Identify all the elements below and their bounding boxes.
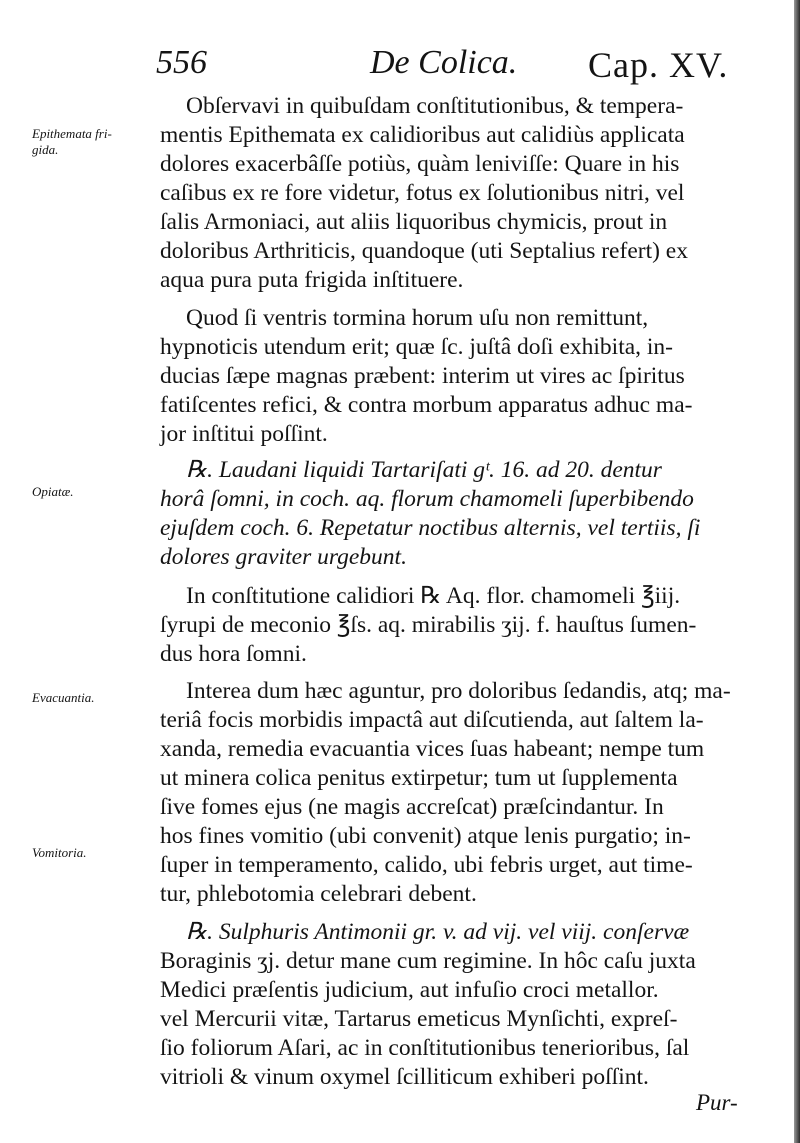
text-line: caſibus ex re fore videtur, fotus ex ſolutionibus nitri, vel [160,180,685,206]
running-header [0,40,800,100]
text-line: fatiſcentes refici, & contra morbum apparatus adhuc ma- [160,392,693,418]
text-line: xanda, remedia evacuantia vices ſuas habeant; nempe tum [160,736,705,762]
text-line: aqua pura puta frigida inſtituere. [160,267,464,293]
page-gutter-shadow [794,0,800,1143]
text-line: doloribus Arthriticis, quandoque (uti Septalius refert) ex [160,238,688,264]
page-number: 556 [156,44,207,81]
recipe-line: dolores graviter urgebunt. [160,544,407,570]
text-line: vel Mercurii vitæ, Tartarus emeticus Mynſichti, expreſ- [160,1006,678,1032]
margin-note-epithemata: Epithemata fri- [32,126,112,141]
text-line: ducias ſæpe magnas præbent: interim ut vires ac ſpiritus [160,363,685,389]
margin-note-epithemata-cont: gida. [32,142,59,157]
text-line: dolores exacerbâſſe potiùs, quàm leniviſſe: Quare in his [160,151,680,177]
text-line: hos fines vomitio (ubi convenit) atque lenis purgatio; in- [160,823,691,849]
text-line: tur, phlebotomia celebrari debent. [160,881,477,907]
recipe-line: ℞. Sulphuris Antimonii gr. v. ad vij. vel viij. conſervæ [186,919,690,945]
text-line: In conſtitutione calidiori ℞ Aq. flor. chamomeli ℥iij. [186,583,681,609]
text-line: jor inſtitui poſſint. [160,421,328,447]
text-line: ſive fomes ejus (ne magis accreſcat) præſcindantur. In [160,794,664,820]
text-line: Boraginis ʒj. detur mane cum regimine. In hôc caſu juxta [160,948,696,974]
recipe-line: ℞. Laudani liquidi Tartariſati gᵗ. 16. ad 20. dentur [186,457,662,483]
catchword: Pur- [696,1090,738,1115]
text-line: ſuper in temperamento, calido, ubi febris urget, aut time- [160,852,693,878]
text-line: ut minera colica penitus extirpetur; tum ut ſupplementa [160,765,678,791]
text-line: Quod ſi ventris tormina horum uſu non remittunt, [186,305,649,331]
margin-note-opiatae: Opiatæ. [32,484,74,499]
recipe-line: horâ ſomni, in coch. aq. florum chamomeli ſuperbibendo [160,486,694,512]
text-line: ſio foliorum Aſari, ac in conſtitutionibus tenerioribus, ſal [160,1035,690,1061]
running-title: De Colica. [370,44,518,81]
text-line: hypnoticis utendum erit; quæ ſc. juſtâ doſi exhibita, in- [160,334,674,360]
text-line: mentis Epithemata ex calidioribus aut calidiùs applicata [160,122,685,148]
text-line: vitrioli & vinum oxymel ſcilliticum exhiberi poſſint. [160,1064,649,1090]
text-line: Interea dum hæc aguntur, pro doloribus ſedandis, atq; ma- [186,678,731,704]
text-line: ſyrupi de meconio ℥ſs. aq. mirabilis ʒij. f. hauſtus ſumen- [160,612,697,638]
text-line: Obſervavi in quibuſdam conſtitutionibus, & tempera- [186,93,684,119]
text-line: dus hora ſomni. [160,641,307,667]
text-line: Medici præſentis judicium, aut infuſio croci metallor. [160,977,659,1003]
chapter-label: Cap. XV. [588,45,729,85]
recipe-line: ejuſdem coch. 6. Repetatur noctibus alternis, vel tertiis, ſi [160,515,701,541]
margin-note-vomitoria: Vomitoria. [32,845,87,860]
margin-note-evacuantia: Evacuantia. [32,690,95,705]
text-line: teriâ focis morbidis impactâ aut diſcutienda, aut ſaltem la- [160,707,704,733]
text-line: ſalis Armoniaci, aut aliis liquoribus chymicis, prout in [160,209,668,235]
